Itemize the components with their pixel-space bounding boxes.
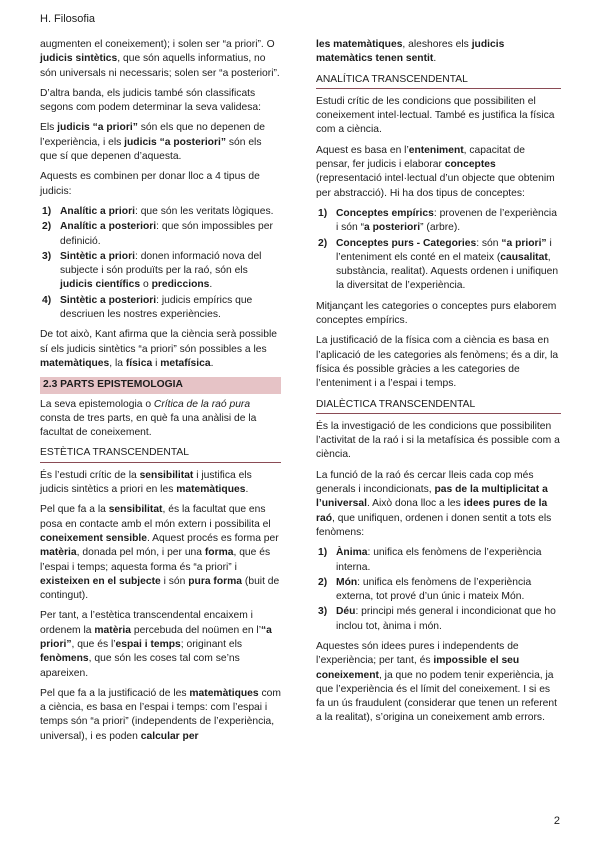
paragraph: Pel que fa a la sensibilitat, és la facultat que ens posa en contacte amb el món extern i possibilita el coneixement sensible. Aquest procés es forma per matèria, donada pel món, i per una forma, que és l’espai i temps; aquesta forma és “a priori” i existeixen en el subjecte i són pura forma (buit de contingut). <box>40 504 280 602</box>
list-item: 3) Déu: principi més general i incondicionat que ho inclou tot, ànima i món. <box>318 606 556 632</box>
document-header: H. Filosofia <box>40 13 96 25</box>
list-item: 1) Analític a priori: que són les veritats lògiques. <box>42 205 274 217</box>
right-column <box>316 38 561 732</box>
section-heading: 2.3 PARTS EPISTEMOLOGIA <box>40 377 281 393</box>
subsection-heading: ESTÈTICA TRANSCENDENTAL <box>40 446 281 462</box>
judgement-types-list <box>40 205 281 322</box>
paragraph: Els judicis “a priori” són els que no depenen de l’experiència, i els judicis “a posteriori” són els que sí que depenen d’aquesta. <box>40 122 265 163</box>
paragraph: Aquestes són idees pures i independents de l’experiència; per tant, és impossible el seu coneixement, ja que no podem tenir experiència, ja que l’experiència és el límit del coneixement. I si es fa un ús fraudulent (considerar que tenen un referent a la realitat), s’origina un coneixement amb errors. <box>316 640 557 724</box>
list-item: 1) Ànima: unifica els fenòmens de l’experiència interna. <box>318 547 542 573</box>
paragraph: La seva epistemologia o Crítica de la raó pura consta de tres parts, en què fa una anàlisi de la facultat de coneixement. <box>40 398 257 439</box>
paragraph: augmenten el coneixement); i solen ser “a priori”. O judicis sintètics, que són aquells informatius, no són universals ni necessaris; solen ser “a posteriori”. <box>40 39 280 79</box>
subsection-heading: DIALÈCTICA TRANSCENDENTAL <box>316 398 561 414</box>
paragraph: les matemàtiques, aleshores els judicis matemàtics tenen sentit. <box>316 39 505 65</box>
paragraph: Aquests es combinen per donar lloc a 4 tipus de judicis: <box>40 171 260 197</box>
paragraph: Mitjançant les categories o conceptes purs elaborem conceptes empírics. <box>316 300 557 327</box>
paragraph: D’altra banda, els judicis també són classificats segons com podem determinar la seva validesa: <box>40 87 261 114</box>
paragraph: La funció de la raó és cercar lleis cada cop més generals i incondicionats, pas de la multiplicitat a l’universal. Això dona lloc a les idees pures de la raó, que unifiquen, ordenen i donen sentit a tots els fenòmens: <box>316 469 552 538</box>
list-item: 2) Conceptes purs - Categories: són “a priori” i l’enteniment els conté en el mateix (causalitat, substància, realitat). Aquests ordenen i unifiquen la diversitat de l’experiència. <box>318 237 559 292</box>
list-item: 3) Sintètic a priori: donen informació nova del subjecte i són produïts per la raó, són els judicis científics o prediccions. <box>42 250 262 291</box>
paragraph: Estudi crític de les condicions que possibiliten el coneixement intel·lectual. També es justifica la física com a ciència. <box>316 95 555 136</box>
list-item: 2) Món: unifica els fenòmens de l’experiència externa, tot prové d’un únic i mateix Món. <box>318 576 532 603</box>
paragraph: És l’estudi crític de la sensibilitat i justifica els judicis sintètics a priori en les matemàtiques. <box>40 469 252 496</box>
subsection-heading: ANALÍTICA TRANSCENDENTAL <box>316 73 561 89</box>
paragraph: Aquest es basa en l’enteniment, capacitat de pensar, fer judicis i elaborar conceptes (representació intel·lectual d’un objecte que obtenim per abstracció). Hi ha dos tipus de conceptes: <box>316 144 555 199</box>
paragraph: De tot això, Kant afirma que la ciència serà possible sí els judicis sintètics “a priori” són possibles a les matemàtiques, la física i metafísica. <box>40 329 277 369</box>
pure-ideas-list <box>316 546 561 634</box>
page-number: 2 <box>553 815 560 827</box>
paragraph: La justificació de la física com a ciència es basa en l’aplicació de les categories als fenòmens; és a dir, la física és possible gràcies a les categories de l’enteniment i a l’espai i temps. <box>316 335 559 390</box>
concept-types-list <box>316 207 561 294</box>
list-item: 1) Conceptes empírics: provenen de l’experiència i són “a posteriori” (arbre). <box>318 207 557 234</box>
paragraph: És la investigació de les condicions que possibiliten l’activitat de la raó i si la metafísica és possible com a ciència. <box>316 420 560 461</box>
left-column <box>40 38 281 750</box>
paragraph: Per tant, a l’estètica transcendental encaixem i ordenem la matèria percebuda del noümen en l’“a priori”, que és l’espai i temps; originant els fenòmens, que són les coses tal com se’ns apareixen. <box>40 610 272 679</box>
list-item: 2) Analític a posteriori: que són impossibles per definició. <box>42 221 273 247</box>
list-item: 4) Sintètic a posteriori: judicis empírics que descriuen les nostres experiències. <box>42 294 253 321</box>
paragraph: Pel que fa a la justificació de les matemàtiques com a ciència, es basa en l’espai i temps: com l’espai i temps són “a priori” (independents de l’experiència, universal), i es poden calcular per <box>40 687 281 742</box>
